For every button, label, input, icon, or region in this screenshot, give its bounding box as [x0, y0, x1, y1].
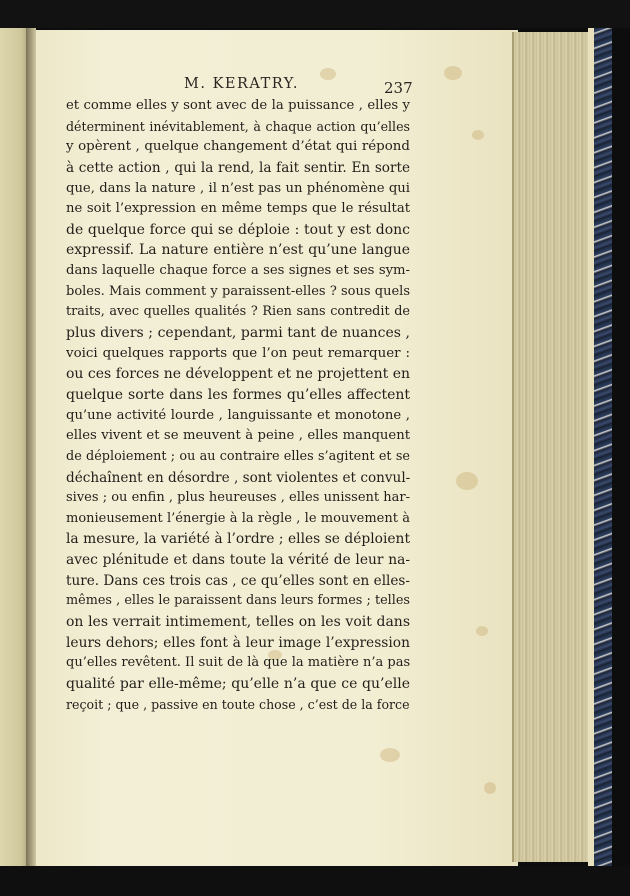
scan-background-bottom: [0, 866, 630, 896]
text-line: voici quelques rapports que l’on peut remarquer :: [66, 345, 410, 361]
running-title: M. KERATRY.: [184, 76, 300, 92]
text-line: sives ; ou enfin , plus heureuses , elles unissent har-: [66, 490, 410, 506]
foxing-spot: [484, 782, 496, 794]
text-line: qualité par elle-même; qu’elle n’a que ce qu’elle: [66, 675, 410, 692]
text-line: mêmes , elles le paraissent dans leurs formes ; telles: [66, 593, 410, 609]
marbled-cover: [594, 28, 612, 868]
text-line: boles. Mais comment y paraissent-elles ? sous quels: [66, 283, 410, 299]
foxing-spot: [472, 130, 484, 140]
page-header: [66, 74, 413, 98]
scan-background-top: [0, 0, 630, 28]
text-line: ture. Dans ces trois cas , ce qu’elles sont en elles-: [66, 572, 410, 589]
foxing-spot: [444, 66, 462, 80]
text-line: que, dans la nature , il n’est pas un phénomène qui: [66, 180, 410, 196]
text-line: qu’une activité lourde , languissante et monotone ,: [66, 407, 410, 423]
text-line: déchaînent en désordre , sont violentes et convul-: [66, 469, 410, 486]
foxing-spot: [476, 626, 488, 636]
text-line: et comme elles y sont avec de la puissance , elles y: [66, 98, 410, 113]
text-line: dans laquelle chaque force a ses signes et ses sym-: [66, 263, 410, 279]
text-line: leurs dehors; elles font à leur image l’expression: [66, 634, 410, 651]
text-line: reçoit ; que , passive en toute chose , c’est de la force: [66, 696, 410, 712]
text-line: plus divers ; cependant, parmi tant de nuances ,: [66, 325, 410, 342]
text-line: expressif. La nature entière n’est qu’une langue: [66, 242, 410, 259]
text-line: elles vivent et se meuvent à peine , elles manquent: [66, 428, 410, 444]
text-line: ou ces forces ne développent et ne projettent en: [66, 366, 410, 383]
book-gutter: [26, 28, 36, 868]
text-line: y opèrent , quelque changement d’état qui répond: [66, 139, 410, 155]
text-line: déterminent inévitablement, à chaque action qu’elles: [66, 118, 410, 134]
text-line: avec plénitude et dans toute la vérité de leur na-: [66, 552, 410, 569]
text-line: monieusement l’énergie à la règle , le mouvement à: [66, 510, 410, 526]
text-line: traits, avec quelles qualités ? Rien sans contredit de: [66, 304, 410, 320]
text-line: à cette action , qui la rend, la fait sentir. En sorte: [66, 159, 410, 176]
text-line: on les verrait intimement, telles on les voit dans: [66, 614, 410, 631]
text-line: qu’elles revêtent. Il suit de là que la matière n’a pas: [66, 655, 410, 671]
foxing-spot: [380, 748, 400, 762]
text-line: de déploiement ; ou au contraire elles s’agitent et se: [66, 448, 410, 464]
foxing-spot: [456, 472, 478, 490]
text-line: quelque sorte dans les formes qu’elles affectent: [66, 386, 410, 403]
text-line: ne soit l’expression en même temps que le résultat: [66, 201, 410, 217]
page-number: 237: [384, 79, 413, 97]
text-line: de quelque force qui se déploie : tout y est donc: [66, 221, 410, 238]
text-line: la mesure, la variété à l’ordre ; elles se déploient: [66, 531, 410, 548]
page-block-edges: [512, 32, 596, 862]
body-text: [66, 96, 410, 715]
